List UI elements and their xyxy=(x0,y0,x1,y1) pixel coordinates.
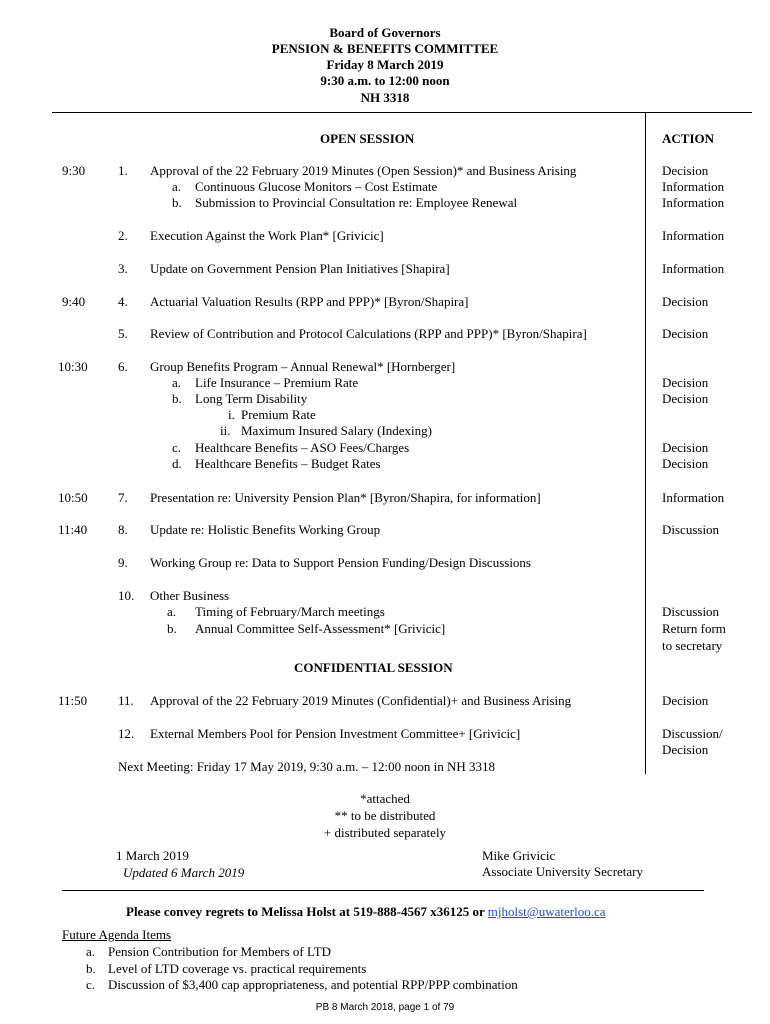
agenda-action-continued: Decision xyxy=(662,742,709,757)
agenda-action: Decision xyxy=(662,326,709,341)
agenda-item-text: External Members Pool for Pension Investment Committee+ [Grivicic] xyxy=(150,726,521,741)
header-divider xyxy=(52,112,752,113)
next-meeting: Next Meeting: Friday 17 May 2019, 9:30 a.m. – 12:00 noon in NH 3318 xyxy=(118,759,495,774)
agenda-item-text: Presentation re: University Pension Plan* [Byron/Shapira, for information] xyxy=(150,490,541,505)
legend-distributed-separately: + distributed separately xyxy=(323,825,447,840)
subitem-label: b. xyxy=(172,195,182,210)
confidential-session-heading: CONFIDENTIAL SESSION xyxy=(294,660,453,675)
agenda-item-number: 8. xyxy=(118,522,128,537)
subitem-label: a. xyxy=(167,604,177,619)
subitem-text: Healthcare Benefits – Budget Rates xyxy=(195,456,381,471)
future-item-text: Discussion of $3,400 cap appropriateness, and potential RPP/PPP combination xyxy=(108,977,518,992)
legend-attached: *attached xyxy=(360,791,410,806)
agenda-action: Decision xyxy=(662,693,709,708)
future-item-label: c. xyxy=(86,977,96,992)
subitem-text: Timing of February/March meetings xyxy=(195,604,385,619)
agenda-item-number: 12. xyxy=(118,726,135,741)
subsubitem-text: Premium Rate xyxy=(241,407,316,422)
action-heading: ACTION xyxy=(662,131,715,146)
agenda-time: 9:40 xyxy=(62,294,86,309)
subitem-label: a. xyxy=(172,179,182,194)
agenda-item-number: 11. xyxy=(118,693,134,708)
regrets-email-link[interactable]: mjholst@uwaterloo.ca xyxy=(487,904,606,919)
agenda-item-text: Execution Against the Work Plan* [Grivicic] xyxy=(150,228,384,243)
agenda-action: Decision xyxy=(662,456,709,471)
agenda-item-number: 9. xyxy=(118,555,128,570)
future-item-text: Level of LTD coverage vs. practical requirements xyxy=(108,961,367,976)
agenda-item-number: 2. xyxy=(118,228,128,243)
agenda-item-text: Approval of the 22 February 2019 Minutes (Open Session)* and Business Arising xyxy=(150,163,577,178)
agenda-item-text: Update re: Holistic Benefits Working Group xyxy=(150,522,381,537)
agenda-item-number: 5. xyxy=(118,326,128,341)
agenda-action: Information xyxy=(662,179,725,194)
agenda-action: Return form xyxy=(662,621,726,636)
page-footer: PB 8 March 2018, page 1 of 79 xyxy=(315,1002,455,1013)
footer-divider xyxy=(62,890,704,891)
agenda-action: Discussion xyxy=(662,522,720,537)
header-room: NH 3318 xyxy=(360,90,410,105)
future-agenda-heading: Future Agenda Items xyxy=(62,927,172,942)
subsubitem-text: Maximum Insured Salary (Indexing) xyxy=(241,423,432,438)
regrets-line xyxy=(126,904,606,920)
subitem-text: Healthcare Benefits – ASO Fees/Charges xyxy=(195,440,410,455)
agenda-item-number: 3. xyxy=(118,261,128,276)
header-committee: PENSION & BENEFITS COMMITTEE xyxy=(271,41,499,56)
header-date: Friday 8 March 2019 xyxy=(326,57,444,72)
subitem-text: Continuous Glucose Monitors – Cost Estimate xyxy=(195,179,438,194)
agenda-item-number: 10. xyxy=(118,588,135,603)
agenda-item-number: 7. xyxy=(118,490,128,505)
agenda-action: Discussion xyxy=(662,604,720,619)
agenda-action: Information xyxy=(662,228,725,243)
subitem-label: d. xyxy=(172,456,182,471)
agenda-item-text: Actuarial Valuation Results (RPP and PPP)* [Byron/Shapira] xyxy=(150,294,469,309)
future-item-label: b. xyxy=(86,961,96,976)
future-item-label: a. xyxy=(86,944,96,959)
agenda-action: Discussion/ xyxy=(662,726,723,741)
regrets-text: Please convey regrets to Melissa Holst at 519-888-4567 x36125 or xyxy=(126,904,488,919)
issue-date: 1 March 2019 xyxy=(116,848,189,863)
agenda-action: Information xyxy=(662,490,725,505)
open-session-heading: OPEN SESSION xyxy=(320,131,415,146)
agenda-action: Decision xyxy=(662,375,709,390)
subsubitem-label: i. xyxy=(228,407,235,422)
agenda-action: Information xyxy=(662,261,725,276)
secretary-title: Associate University Secretary xyxy=(482,864,644,879)
agenda-item-text: Other Business xyxy=(150,588,230,603)
agenda-time: 11:50 xyxy=(58,693,88,708)
action-column-divider xyxy=(645,112,646,774)
subitem-label: c. xyxy=(172,440,182,455)
agenda-time: 9:30 xyxy=(62,163,86,178)
agenda-item-text: Approval of the 22 February 2019 Minutes (Confidential)+ and Business Arising xyxy=(150,693,572,708)
subsubitem-label: ii. xyxy=(220,423,231,438)
future-item-text: Pension Contribution for Members of LTD xyxy=(108,944,332,959)
agenda-item-text: Review of Contribution and Protocol Calculations (RPP and PPP)* [Byron/Shapira] xyxy=(150,326,587,341)
agenda-item-text: Group Benefits Program – Annual Renewal* [Hornberger] xyxy=(150,359,456,374)
agenda-item-number: 4. xyxy=(118,294,128,309)
agenda-action: Decision xyxy=(662,163,709,178)
agenda-item-text: Update on Government Pension Plan Initiatives [Shapira] xyxy=(150,261,450,276)
subitem-label: b. xyxy=(167,621,177,636)
agenda-action: Decision xyxy=(662,391,709,406)
agenda-item-number: 1. xyxy=(118,163,128,178)
agenda-time: 10:30 xyxy=(58,359,88,374)
subitem-label: a. xyxy=(172,375,182,390)
agenda-action: Decision xyxy=(662,440,709,455)
agenda-item-text: Working Group re: Data to Support Pension Funding/Design Discussions xyxy=(150,555,531,570)
subitem-text: Submission to Provincial Consultation re: Employee Renewal xyxy=(195,195,518,210)
updated-date: Updated 6 March 2019 xyxy=(123,865,245,880)
agenda-item-number: 6. xyxy=(118,359,128,374)
legend-to-be-distributed: ** to be distributed xyxy=(334,808,436,823)
subitem-text: Life Insurance – Premium Rate xyxy=(195,375,359,390)
header-board: Board of Governors xyxy=(329,25,441,40)
subitem-text: Annual Committee Self-Assessment* [Grivicic] xyxy=(195,621,446,636)
secretary-name: Mike Grivicic xyxy=(482,848,556,863)
agenda-action: Decision xyxy=(662,294,709,309)
agenda-action: Information xyxy=(662,195,725,210)
subitem-label: b. xyxy=(172,391,182,406)
agenda-time: 10:50 xyxy=(58,490,88,505)
header-time: 9:30 a.m. to 12:00 noon xyxy=(320,73,450,88)
agenda-action-continued: to secretary xyxy=(662,638,723,653)
agenda-time: 11:40 xyxy=(58,522,88,537)
subitem-text: Long Term Disability xyxy=(195,391,308,406)
